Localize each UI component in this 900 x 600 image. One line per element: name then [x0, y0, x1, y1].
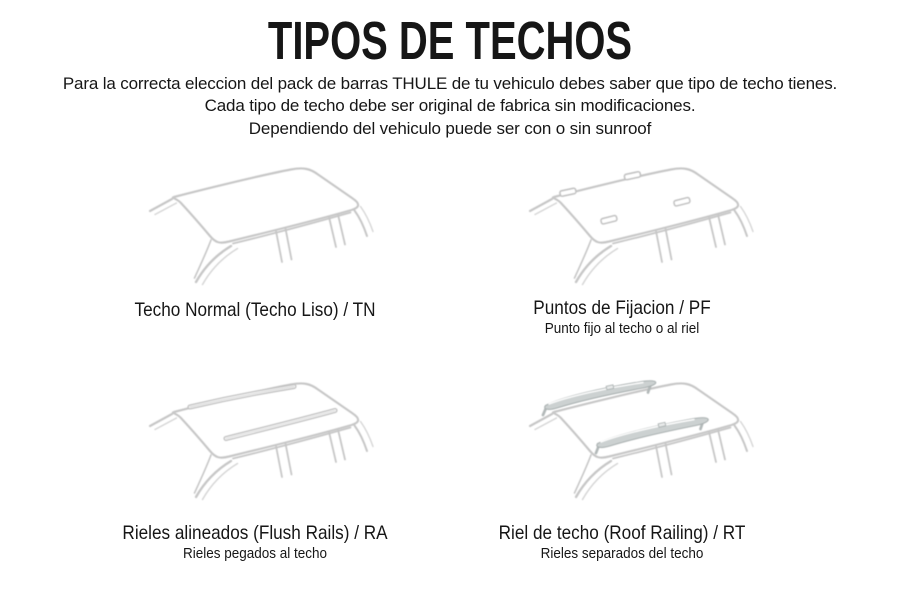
- page-title: TIPOS DE TECHOS: [267, 11, 633, 71]
- roof-type-sublabel: Rieles separados del techo: [540, 545, 704, 562]
- smooth-roof-illustration: [110, 148, 410, 298]
- roof-type-label: Rieles alineados (Flush Rails) / RA: [122, 522, 388, 544]
- intro-line-1: Para la correcta eleccion del pack de barras THULE de tu vehiculo debes saber que tipo de techo tienes.: [62, 74, 838, 93]
- caption-rieles-alineados: [55, 523, 455, 562]
- caption-riel-de-techo: [422, 523, 822, 562]
- roof-type-label: Techo Normal (Techo Liso) / TN: [134, 299, 376, 321]
- roof-type-label: Puntos de Fijacion / PF: [533, 297, 711, 319]
- flush-rails-roof-illustration: [110, 363, 410, 513]
- roof-type-sublabel: Punto fijo al techo o al riel: [544, 320, 700, 337]
- intro-line-2: Cada tipo de techo debe ser original de fabrica sin modificaciones.: [204, 96, 696, 116]
- roof-type-label: Riel de techo (Roof Railing) / RT: [498, 522, 746, 544]
- intro-line-3: Dependiendo del vehiculo puede ser con o sin sunroof: [248, 118, 652, 138]
- fixation-points-roof-illustration: [490, 148, 790, 298]
- caption-puntos-fijacion: [422, 298, 822, 337]
- caption-techo-normal: [55, 300, 455, 321]
- raised-railing-roof-illustration: [490, 363, 790, 513]
- roof-type-sublabel: Rieles pegados al techo: [182, 545, 328, 562]
- intro-text: [0, 73, 900, 140]
